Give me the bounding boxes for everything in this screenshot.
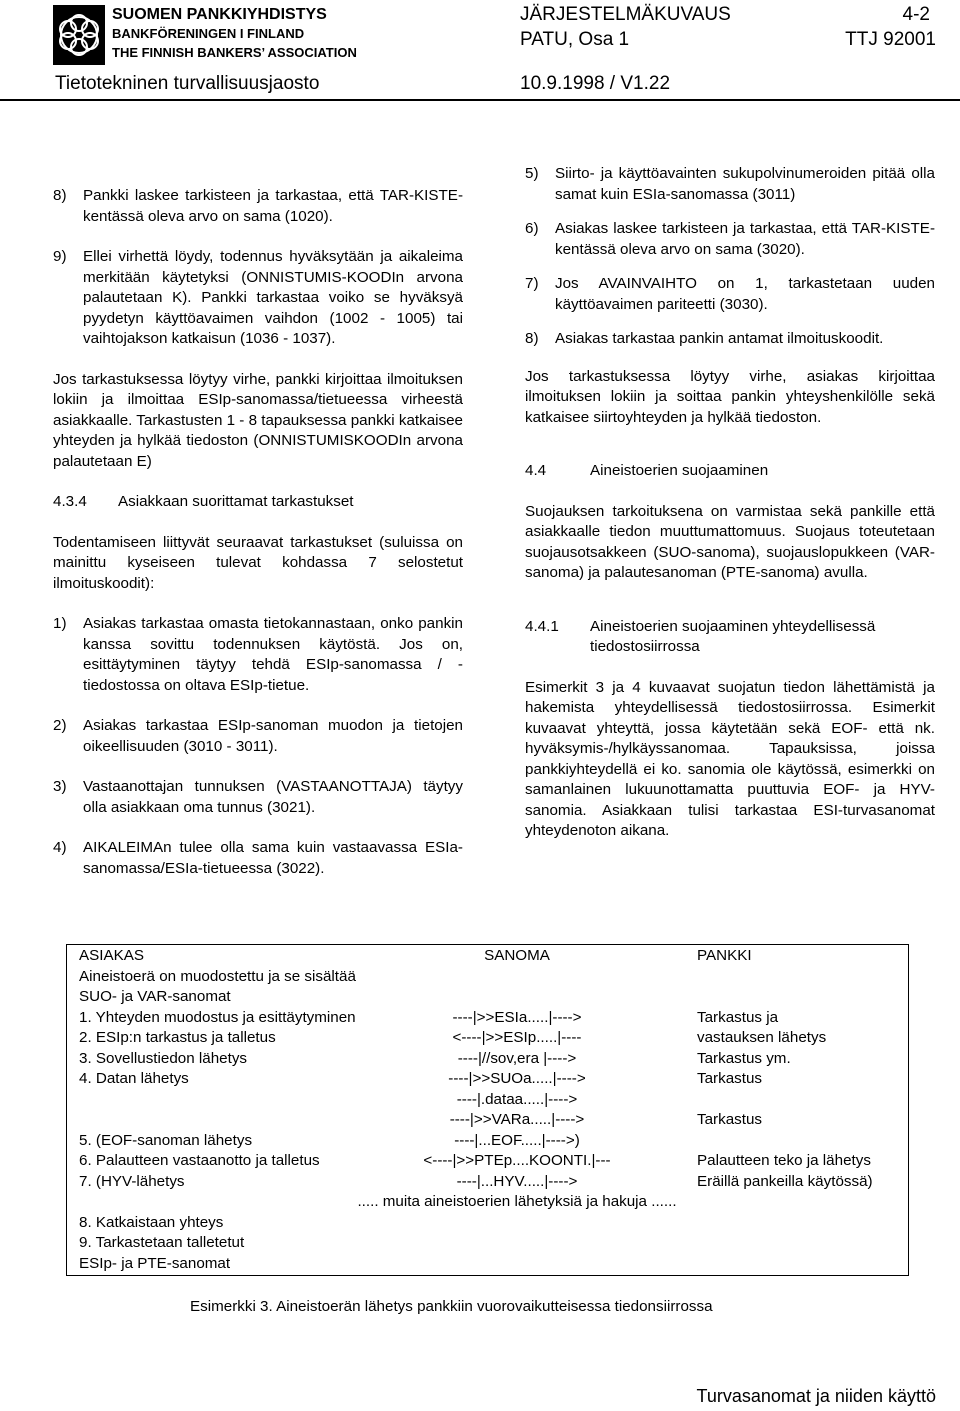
item-text: Asiakas laskee tarkisteen ja tarkastaa, että TAR-KISTE-kentässä oleva arvo on sama (3020).: [555, 220, 935, 258]
asiakas-cell: 3. Sovellustiedon lähetys: [79, 1049, 248, 1067]
org-name-finnish: SUOMEN PANKKIYHDISTYS: [112, 6, 327, 23]
list-item: [525, 219, 935, 260]
column-header-pankki: PANKKI: [697, 947, 752, 964]
message-flow-figure: [66, 944, 909, 1276]
figure-row: [67, 1029, 908, 1050]
sanoma-cell: ----|...EOF.....|---->): [454, 1131, 580, 1149]
sanoma-cell: ----|...HYV.....|---->: [456, 1172, 578, 1190]
figure-caption: Esimerkki 3. Aineistoerän lähetys pankkiin vuorovaikutteisessa tiedonsiirrossa: [190, 1298, 713, 1315]
pankki-cell: Tarkastus ym.: [697, 1049, 791, 1067]
item-text: Asiakas tarkastaa ESIp-sanoman muodon ja tietojen oikeellisuuden (3010 - 3011).: [83, 717, 463, 755]
section-title: Asiakkaan suorittamat tarkastukset: [118, 493, 354, 510]
section-heading: [525, 617, 935, 658]
paragraph: Jos tarkastuksessa löytyy virhe, asiakas kirjoittaa ilmoituksen lokiin ja soittaa pankin yhteyshenkilölle sekä katkaisee siirtoyhteyden ja hylkää tiedoston.: [525, 367, 935, 426]
figure-row: [67, 988, 908, 1009]
item-text: Vastaanottajan tunnuksen (VASTAANOTTAJA) täytyy olla asiakkaan oma tunnus (3021).: [83, 778, 463, 816]
pankki-cell: Palautteen teko ja lähetys: [697, 1152, 871, 1169]
date-version: 10.9.1998 / V1.22: [520, 73, 671, 94]
item-number: 6): [525, 220, 539, 237]
list-item: [53, 247, 463, 350]
sanoma-cell: ----|.dataa.....|---->: [456, 1090, 578, 1108]
figure-row: [67, 1091, 908, 1112]
item-number: 3): [53, 778, 67, 795]
department: Tietotekninen turvallisuusjaosto: [55, 73, 320, 94]
asiakas-cell: 7. (HYV-lähetys: [79, 1172, 185, 1190]
pankki-cell: Tarkastus: [697, 1111, 762, 1128]
list-item: [525, 274, 935, 315]
sanoma-cell: ----|>>ESIa.....|---->: [452, 1008, 582, 1026]
section-title: Aineistoerien suojaaminen: [590, 462, 769, 479]
asiakas-cell: 5. (EOF-sanoman lähetys: [79, 1131, 253, 1149]
list-item: [525, 164, 935, 205]
figure-header-row: [67, 947, 908, 968]
paragraph: Jos tarkastuksessa löytyy virhe, pankki kirjoittaa ilmoituksen lokiin ja ilmoittaa ESIp-sanomassa/tietueessa virheestä asiakkaalle. Tarkastusten 1 - 8 tapauksessa pankki katkaisee yhteyden ja hylkää tiedoston (ONNISTUMISKOODIn arvona palautetaan E): [53, 370, 464, 470]
column-header-sanoma: SANOMA: [484, 947, 550, 964]
paragraph: Todentamiseen liittyvät seuraavat tarkastukset (suluissa on mainittu kyseiseen tulevat kohdassa 7 selostetut ilmoituskoodit):: [53, 533, 463, 592]
sanoma-cell: ----|>>VARa.....|---->: [449, 1111, 585, 1128]
sanoma-cell: <----|>>ESIp.....|----: [452, 1029, 582, 1046]
header-divider: [0, 99, 960, 101]
asiakas-cell: 9. Tarkastetaan talletetut: [79, 1234, 245, 1251]
item-number: 8): [525, 330, 539, 347]
asiakas-cell: Aineistoerä on muodostettu ja se sisältää: [79, 967, 356, 985]
item-text: Asiakas tarkastaa omasta tietokannastaan, onko pankin kanssa sovittu todennuksen käytöstä. Jos on, esittäytyminen täytyy tehdä ESIp-sanomassa / -tiedostossa on oltava ESIp-tietue.: [83, 615, 463, 694]
list-item: [53, 186, 463, 227]
figure-row: [67, 968, 908, 989]
asiakas-cell: 2. ESIp:n tarkastus ja talletus: [79, 1029, 276, 1046]
section-heading: [53, 492, 463, 513]
figure-row: [67, 1070, 908, 1091]
section-number: 4.4: [525, 462, 547, 479]
association-logo: [53, 5, 105, 65]
paragraph: Esimerkit 3 ja 4 kuvaavat suojatun tiedon lähettämistä ja hakemista yhteydellisessä tiedostosiirrossa. Esimerkit kuvaavat yhteyttä, jossa käytetään sekä EOF- että nk. hyväksymis-/hylkäyssanomaa. Tapauksissa, joissa pankkiyhteydellä ei ko. sanomia ole käytössä, esimerkki on samanlainen lukuunottamatta puuttuvia EOF- ja HYV-sanomia. Asiakkaan tulisi tarkastaa ESI-turvasanomat yhteydenoton aikana.: [525, 678, 935, 839]
asiakas-cell: ESIp- ja PTE-sanomat: [79, 1254, 231, 1272]
figure-row: [67, 1173, 908, 1194]
section-number: 4.4.1: [525, 617, 559, 635]
pankki-cell: Tarkastus ja: [697, 1008, 779, 1026]
list-item: [53, 716, 463, 757]
figure-row: [67, 1050, 908, 1071]
list-item: [525, 329, 935, 350]
item-text: Jos AVAINVAIHTO on 1, tarkastetaan uuden käyttöavaimen pariteetti (3030).: [555, 275, 935, 313]
figure-row: [67, 1255, 908, 1276]
item-number: 5): [525, 165, 539, 182]
asiakas-cell: 1. Yhteyden muodostus ja esittäytyminen: [79, 1008, 356, 1026]
item-text: Ellei virhettä löydy, todennus hyväksytään ja aikaleima merkitään käytetyksi (ONNISTUMIS-KOODIn arvona palautetaan K). Pankki tarkastaa voiko se hyväksyä pyydetyn käyttöavaimen vaihdon (1002 - 1005) tai vaihtojakson katkaisun (1036 - 1037).: [83, 248, 463, 347]
sanoma-cell: <----|>>PTEp....KOONTI.|---: [423, 1152, 611, 1169]
item-number: 2): [53, 717, 67, 734]
asiakas-cell: SUO- ja VAR-sanomat: [79, 988, 231, 1005]
doc-id: TTJ 92001: [845, 29, 936, 50]
item-number: 7): [525, 275, 539, 292]
item-number: 8): [53, 187, 67, 204]
item-number: 9): [53, 248, 67, 265]
org-name-english: THE FINNISH BANKERS’ ASSOCIATION: [112, 45, 357, 60]
item-text: Siirto- ja käyttöavainten sukupolvinumeroiden pitää olla samat kuin ESIa-sanomassa (3011): [555, 165, 935, 203]
doc-type: JÄRJESTELMÄKUVAUS: [520, 4, 731, 25]
figure-row: [67, 1152, 908, 1173]
item-number: 4): [53, 839, 67, 856]
footer-title: Turvasanomat ja niiden käyttö: [696, 1386, 936, 1406]
list-item: [53, 777, 463, 818]
section-number: 4.3.4: [53, 493, 87, 510]
item-text: AIKALEIMAn tulee olla sama kuin vastaavassa ESIa-sanomassa/ESIa-tietueessa (3022).: [83, 839, 463, 877]
figure-row: [67, 1111, 908, 1132]
page-number: 4-2: [902, 4, 930, 25]
list-item: [53, 838, 463, 879]
paragraph: Suojauksen tarkoituksena on varmistaa sekä pankille että asiakkaalle tiedon muuttumattomuus. Suojaus toteutetaan suojausotsakkeen (SUO-sanoma), suojauslopukkeen (VAR-sanoma) ja palautesanoman (PTE-sanoma) avulla.: [525, 502, 935, 581]
asiakas-cell: 8. Katkaistaan yhteys: [79, 1213, 224, 1231]
doc-part: PATU, Osa 1: [520, 29, 630, 50]
asiakas-cell: 4. Datan lähetys: [79, 1070, 189, 1087]
pankki-cell: vastauksen lähetys: [697, 1029, 827, 1046]
asiakas-cell: 6. Palautteen vastaanotto ja talletus: [79, 1152, 320, 1169]
section-title: Aineistoerien suojaaminen yhteydellisessä tiedostosiirrossa: [590, 617, 876, 655]
figure-row: [67, 1193, 908, 1214]
item-text: Pankki laskee tarkisteen ja tarkastaa, että TAR-KISTE-kentässä oleva arvo on sama (1020).: [83, 187, 463, 225]
pankki-cell: Eräillä pankeilla käytössä): [697, 1172, 873, 1190]
org-name-swedish: BANKFÖRENINGEN I FINLAND: [112, 26, 305, 41]
sanoma-cell: ----|>>SUOa.....|---->: [448, 1070, 586, 1087]
figure-row: [67, 1009, 908, 1030]
item-number: 1): [53, 615, 67, 632]
figure-row: [67, 1132, 908, 1153]
figure-row: [67, 1234, 908, 1255]
list-item: [53, 614, 463, 696]
pankki-cell: Tarkastus: [697, 1070, 762, 1087]
column-header-asiakas: ASIAKAS: [79, 947, 144, 964]
item-text: Asiakas tarkastaa pankin antamat ilmoituskoodit.: [555, 330, 884, 347]
figure-row: [67, 1214, 908, 1235]
sanoma-cell: ----|//sov,era |---->: [457, 1049, 577, 1067]
sanoma-cell: ..... muita aineistoerien lähetyksiä ja hakuja ......: [357, 1193, 677, 1210]
left-column: [53, 186, 463, 879]
right-column: [525, 164, 935, 842]
section-heading: [525, 461, 935, 482]
